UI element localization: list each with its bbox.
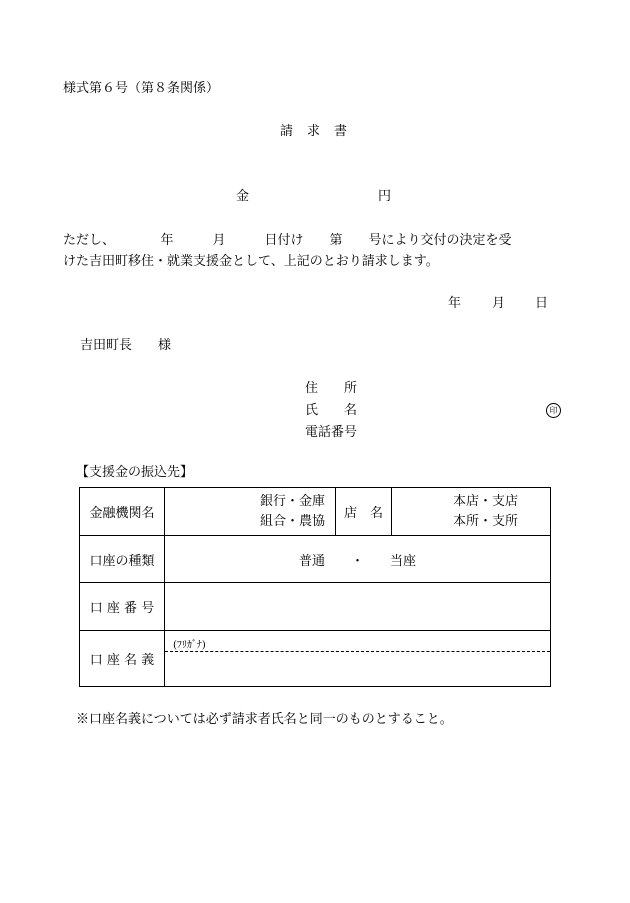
body-line-2: けた吉田町移住・就業支援金として、上記のとおり請求します。 xyxy=(63,254,439,269)
applicant-phone-label: 電話番号 xyxy=(305,425,358,440)
amount-prefix: 金 xyxy=(236,189,250,204)
account-name-field xyxy=(165,631,551,687)
furigana-label: (ﾌﾘｶﾞﾅ) xyxy=(173,640,206,651)
institution-label: 金融機関名 xyxy=(80,488,165,536)
form-number: 様式第６号（第８条関係） xyxy=(63,81,220,96)
seal-icon: 印 xyxy=(546,403,561,418)
date-month: 月 xyxy=(492,296,506,311)
account-type-options: 普通 ・ 当座 xyxy=(165,536,551,583)
table-row xyxy=(80,488,551,536)
table-row xyxy=(80,583,551,631)
document-title: 請求書 xyxy=(280,124,362,139)
institution-types xyxy=(165,488,336,536)
dashed-divider xyxy=(165,651,550,652)
branch-types-line1: 本店・支店 xyxy=(452,493,518,509)
bank-table xyxy=(79,487,551,687)
institution-types-line2: 組合・農協 xyxy=(259,513,325,529)
table-row xyxy=(80,631,551,687)
applicant-name-label: 氏 名 xyxy=(305,403,358,418)
body-line-1: ただし、 年 月 日付け 第 号により交付の決定を受 xyxy=(63,233,512,248)
branch-types-line2: 本所・支所 xyxy=(452,513,518,529)
amount-suffix: 円 xyxy=(378,189,392,204)
account-type-label: 口座の種類 xyxy=(80,536,165,583)
branch-label: 店 名 xyxy=(336,488,392,536)
footnote: ※口座名義については必ず請求者氏名と同一のものとすること。 xyxy=(76,712,453,727)
section-title: 【支援金の振込先】 xyxy=(76,465,194,480)
account-number-label: 口 座 番 号 xyxy=(80,583,165,631)
addressee: 吉田町長 様 xyxy=(80,338,172,353)
table-row xyxy=(80,536,551,583)
date-year: 年 xyxy=(448,296,462,311)
date-day: 日 xyxy=(535,296,549,311)
applicant-address-label: 住 所 xyxy=(305,381,358,396)
account-number-field xyxy=(165,583,551,631)
institution-types-line1: 銀行・金庫 xyxy=(259,493,325,509)
account-name-label: 口 座 名 義 xyxy=(80,631,165,687)
branch-types xyxy=(392,488,551,536)
